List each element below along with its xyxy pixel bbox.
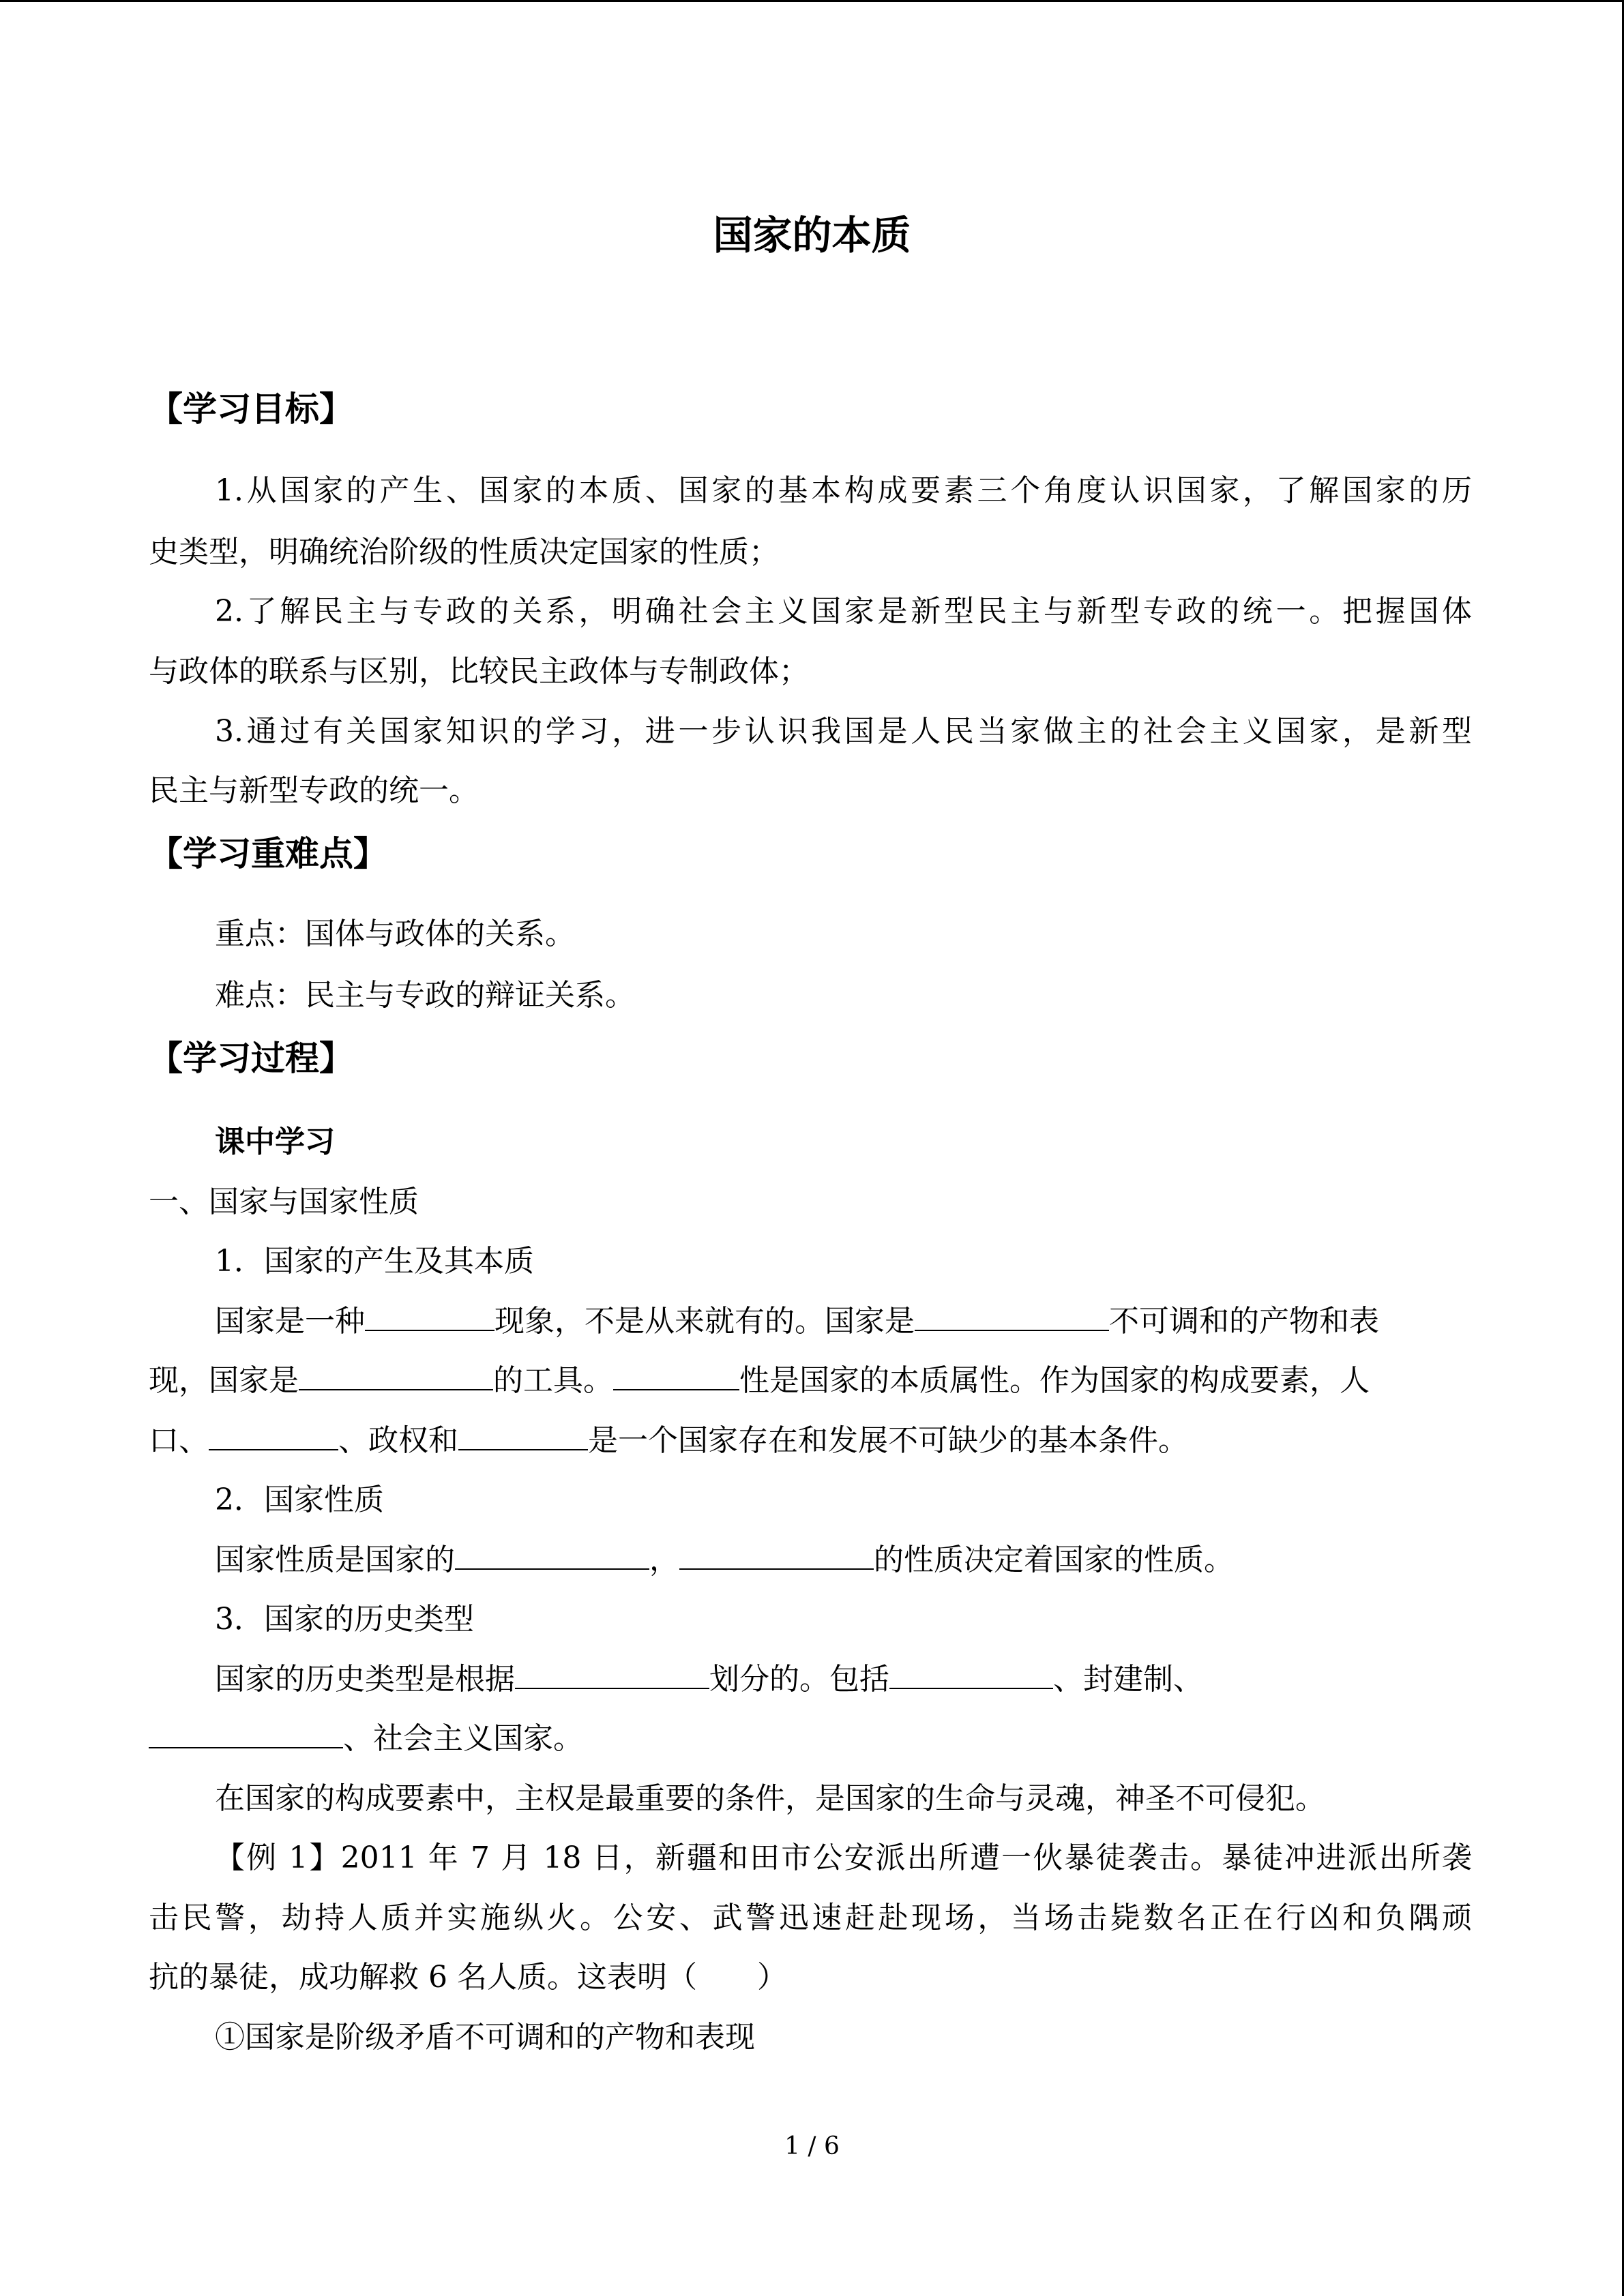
blank-field[interactable] bbox=[679, 1568, 874, 1570]
blank-field[interactable] bbox=[209, 1448, 338, 1450]
fill-line-3: 口、 、政权和 是一个国家存在和发展不可缺少的基本条件。 bbox=[149, 1423, 1188, 1458]
blank-field[interactable] bbox=[889, 1687, 1053, 1689]
example-1-line-2: 击民警，劫持人质并实施纵火。公安、武警迅速赶赴现场，当场击毙数名正在行凶和负隅顽 bbox=[149, 1900, 1472, 1935]
page-title: 国家的本质 bbox=[713, 212, 911, 258]
section-heading-objectives: 【学习目标】 bbox=[149, 389, 353, 429]
example-1-option-1: ①国家是阶级矛盾不可调和的产物和表现 bbox=[215, 2020, 755, 2055]
blank-field[interactable] bbox=[149, 1746, 343, 1748]
section-heading-process: 【学习过程】 bbox=[149, 1039, 353, 1078]
fill-line-1: 国家是一种 现象，不是从来就有的。国家是 不可调和的产物和表 bbox=[215, 1304, 1379, 1339]
blank-field[interactable] bbox=[455, 1568, 649, 1570]
page-edge-top bbox=[0, 0, 1624, 2]
fill-line-4: 国家性质是国家的 ， 的性质决定着国家的性质。 bbox=[215, 1542, 1234, 1577]
subsection-2-title: 2．国家性质 bbox=[215, 1482, 384, 1517]
blank-field[interactable] bbox=[515, 1687, 709, 1689]
blank-field[interactable] bbox=[458, 1448, 588, 1450]
blank-field[interactable] bbox=[365, 1329, 494, 1331]
subsection-1-title: 1．国家的产生及其本质 bbox=[215, 1244, 534, 1279]
blank-field[interactable] bbox=[299, 1388, 493, 1390]
objective-2-line-1: 2.了解民主与专政的关系，明确社会主义国家是新型民主与新型专政的统一。把握国体 bbox=[215, 594, 1472, 629]
key-point: 重点：国体与政体的关系。 bbox=[215, 916, 575, 951]
objective-1-line-2: 史类型，明确统治阶级的性质决定国家的性质； bbox=[149, 535, 779, 569]
fill-line-6: 、社会主义国家。 bbox=[149, 1715, 1472, 1763]
fill-line-2: 现，国家是 的工具。 性是国家的本质属性。作为国家的构成要素，人 bbox=[149, 1363, 1370, 1398]
subsection-3-title: 3．国家的历史类型 bbox=[215, 1602, 474, 1637]
fill-line-5: 国家的历史类型是根据 划分的。包括 、封建制、 bbox=[215, 1662, 1203, 1697]
section-heading-key-points: 【学习重难点】 bbox=[149, 834, 387, 874]
blank-field[interactable] bbox=[613, 1388, 739, 1390]
difficult-point: 难点：民主与专政的辩证关系。 bbox=[215, 978, 635, 1013]
sovereignty-note: 在国家的构成要素中，主权是最重要的条件，是国家的生命与灵魂，神圣不可侵犯。 bbox=[215, 1781, 1325, 1816]
objective-2-line-2: 与政体的联系与区别，比较民主政体与专制政体； bbox=[149, 654, 809, 689]
objective-3-line-1: 3.通过有关国家知识的学习，进一步认识我国是人民当家做主的社会主义国家，是新型 bbox=[215, 714, 1472, 749]
blank-field[interactable] bbox=[915, 1329, 1109, 1331]
objective-1-line-1: 1.从国家的产生、国家的本质、国家的基本构成要素三个角度认识国家，了解国家的历 bbox=[215, 473, 1472, 508]
subheading-in-class: 课中学习 bbox=[215, 1124, 335, 1159]
objective-3-line-2: 民主与新型专政的统一。 bbox=[149, 773, 479, 808]
part-1-heading: 一、国家与国家性质 bbox=[149, 1184, 419, 1219]
page-number: 1 / 6 bbox=[784, 2132, 840, 2160]
example-1-line-1: 【例 1】2011 年 7 月 18 日，新疆和田市公安派出所遭一伙暴徒袭击。暴徒冲进派出所袭 bbox=[215, 1840, 1472, 1875]
example-1-line-3: 抗的暴徒，成功解救 6 名人质。这表明（ ） bbox=[149, 1960, 787, 1995]
